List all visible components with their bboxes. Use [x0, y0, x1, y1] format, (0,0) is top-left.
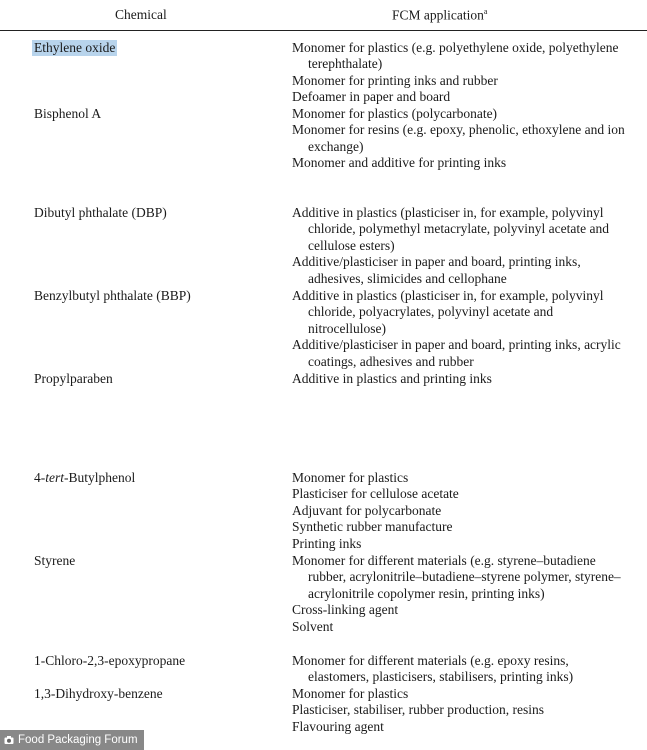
chemical-name [34, 106, 101, 122]
application-list [292, 553, 627, 635]
application-list [292, 40, 627, 106]
chemical-name-part: Ethylene oxide [34, 40, 116, 55]
application-list [292, 106, 627, 172]
application-list [292, 371, 627, 387]
application-item: Additive in plastics and printing inks [292, 371, 492, 386]
application-item: Printing inks [292, 535, 362, 551]
application-item: Synthetic rubber manufacture [292, 519, 453, 535]
header-chemical: Chemical [115, 7, 167, 22]
application-item: Monomer for plastics (polycarbonate) [292, 106, 498, 121]
chemical-name [34, 553, 75, 569]
chemical-name [34, 371, 113, 387]
chemical-name [34, 686, 163, 702]
application-item: Additive/plasticiser in paper and board, printing inks, adhesives, slimicides and cellophane [292, 254, 581, 286]
application-item: Monomer for plastics (e.g. polyethylene oxide, polyethylene terephthalate) [292, 40, 619, 72]
application-item: Additive in plastics (plasticiser in, for example, polyvinyl chloride, polymethyl metacrylate, polyvinyl acetate and cellulose esters) [292, 205, 610, 253]
application-list [292, 470, 627, 552]
application-item: Cross-linking agent [292, 602, 399, 618]
chemical-name-part: -Butylphenol [64, 470, 136, 485]
chemical-name [34, 470, 135, 486]
chemical-name-part: Propylparaben [34, 371, 113, 386]
application-item: Monomer and additive for printing inks [292, 155, 507, 171]
chemical-name-part: 1-Chloro-2,3-epoxypropane [34, 653, 186, 668]
application-list [292, 686, 627, 735]
application-item: Flavouring agent [292, 718, 384, 734]
chemical-name-part: Benzylbutyl phthalate (BBP) [34, 288, 191, 303]
application-item: Adjuvant for polycarbonate [292, 502, 442, 518]
application-item: Monomer for different materials (e.g. epoxy resins, elastomers, plasticisers, stabilisers, printing inks) [292, 653, 574, 685]
header-footnote-marker: a [483, 7, 488, 16]
application-item: Monomer for plastics [292, 470, 409, 485]
application-list [292, 288, 627, 370]
application-item: Additive in plastics (plasticiser in, for example, polyvinyl chloride, polyacrylates, polyvinyl acetate and nitrocellulose) [292, 288, 604, 336]
camera-icon [4, 735, 14, 745]
application-item: Monomer for different materials (e.g. styrene–butadiene rubber, acrylonitrile–butadiene–styrene polymer, styrene–acrylonitrile copolymer resin, printing inks) [292, 553, 621, 601]
application-item: Monomer for resins (e.g. epoxy, phenolic, ethoxylene and ion exchange) [292, 122, 625, 154]
chemical-name-part: 4- [34, 470, 46, 485]
chemical-name [34, 653, 185, 669]
chemical-name-part: Dibutyl phthalate (DBP) [34, 205, 167, 220]
application-item: Monomer for printing inks and rubber [292, 72, 498, 88]
application-item: Plasticiser for cellulose acetate [292, 486, 459, 502]
chemical-name [34, 205, 167, 221]
chemical-name-part: Styrene [34, 553, 76, 568]
application-item: Monomer for plastics [292, 686, 409, 701]
application-list [292, 205, 627, 287]
watermark [0, 730, 144, 750]
header-application-label: FCM application [392, 7, 484, 23]
chemical-name-part: 1,3-Dihydroxy-benzene [34, 686, 163, 701]
application-list [292, 653, 627, 686]
chemical-name-part: tert [45, 470, 64, 485]
chemical-name-part: Bisphenol A [34, 106, 102, 121]
watermark-text: Food Packaging Forum [18, 734, 138, 746]
application-item: Defoamer in paper and board [292, 89, 451, 105]
chemical-name [34, 288, 191, 304]
application-item: Solvent [292, 618, 334, 634]
chemical-name [32, 40, 117, 56]
application-item: Plasticiser, stabiliser, rubber production, resins [292, 702, 544, 718]
application-item: Additive/plasticiser in paper and board, printing inks, acrylic coatings, adhesives and rubber [292, 337, 621, 369]
